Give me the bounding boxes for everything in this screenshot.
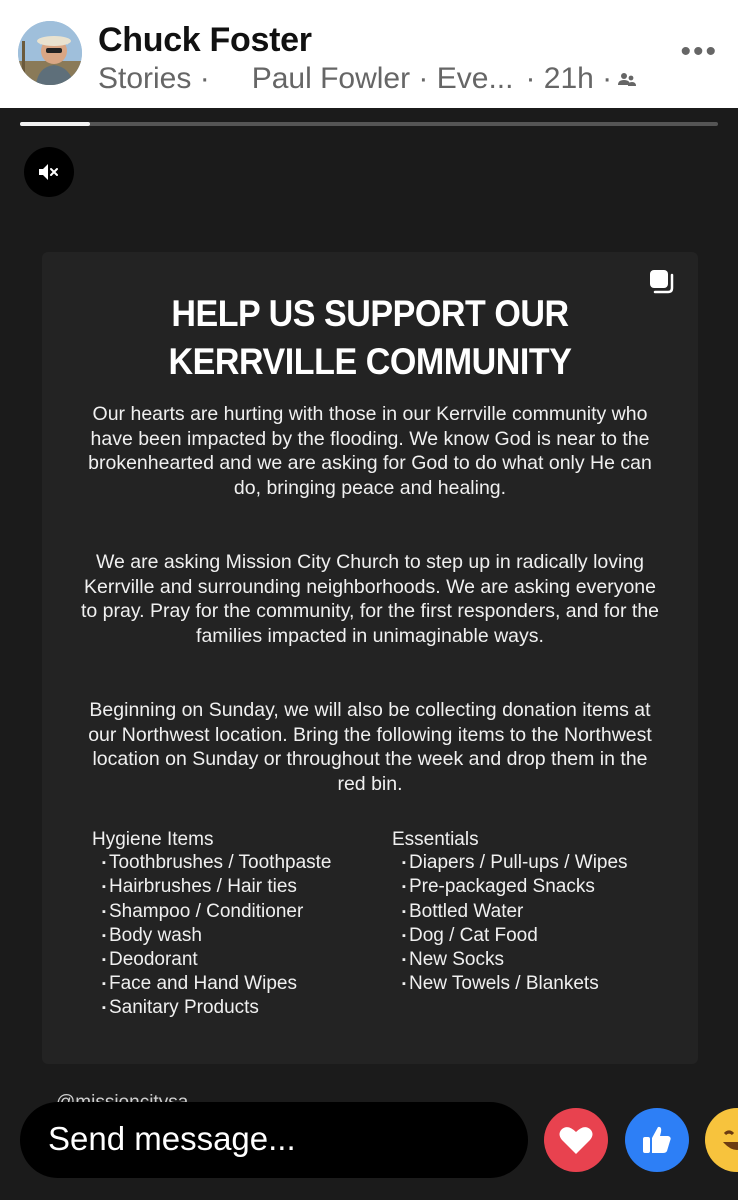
story-viewer[interactable] (0, 108, 738, 1200)
list-item: ▪ Body wash (92, 924, 332, 948)
paragraph-3: Beginning on Sunday, we will also be collecting donation items at our Northwest location. Bring the following items to the Northwest location on Sunday or throughout the week and drop them in the red bin. (88, 699, 652, 795)
send-message-placeholder: Send message... (48, 1120, 296, 1157)
hygiene-items-list (92, 828, 332, 1021)
laugh-reaction-button[interactable] (705, 1108, 738, 1172)
list-item: ▪ Deodorant (92, 948, 332, 972)
hygiene-title: Hygiene Items (92, 829, 214, 850)
mute-button[interactable] (24, 147, 74, 197)
list-item: ▪ New Socks (392, 948, 628, 972)
list-item: ▪ Pre-packaged Snacks (392, 875, 628, 899)
list-item: ▪ Diapers / Pull-ups / Wipes (392, 851, 628, 875)
laughing-face-icon (717, 1120, 738, 1160)
heart-icon (558, 1124, 594, 1156)
list-item: ▪ Sanitary Products (92, 996, 332, 1020)
essentials-title: Essentials (392, 829, 479, 850)
headline-line-2: KERRVILLE COMMUNITY (168, 341, 572, 382)
paragraph-1: Our hearts are hurting with those in our Kerrville community who have been impacted by the flooding. We know God is near to the brokenhearted and we are asking for God to do what only He can do, bringing peace and healing. (88, 403, 652, 499)
list-item: ▪ Shampoo / Conditioner (92, 900, 332, 924)
list-item: ▪ Toothbrushes / Toothpaste (92, 851, 332, 875)
headline-line-1: HELP US SUPPORT OUR (171, 293, 569, 334)
paragraph-2: We are asking Mission City Church to step up in radically loving Kerrville and surrounding neighborhoods. We are asking everyone to pray. Pray for the community, for the first responders, and for the families impacted in unimaginable ways. (80, 551, 660, 647)
list-item: ▪ Bottled Water (392, 900, 628, 924)
more-options-button[interactable]: ••• (680, 35, 718, 68)
thumbs-up-icon (640, 1123, 674, 1157)
story-progress-fill (20, 122, 90, 126)
audience-friends-icon (618, 62, 636, 96)
list-item: ▪ Face and Hand Wipes (92, 972, 332, 996)
story-headline (68, 290, 672, 386)
speaker-muted-icon (38, 162, 60, 182)
list-item: ▪ Hairbrushes / Hair ties (92, 875, 332, 899)
story-meta (98, 62, 636, 96)
like-reaction-button[interactable] (625, 1108, 689, 1172)
story-progress-bar (20, 122, 718, 126)
avatar-photo (18, 21, 82, 85)
list-item: ▪ Dog / Cat Food (392, 924, 628, 948)
author-name[interactable]: Chuck Foster (98, 21, 312, 59)
story-header (0, 0, 738, 108)
shared-from[interactable]: Paul Fowler · Eve... (251, 62, 514, 95)
author-avatar[interactable] (18, 21, 82, 85)
essentials-list (392, 828, 628, 996)
send-message-input[interactable] (20, 1102, 528, 1178)
list-item: ▪ New Towels / Blankets (392, 972, 628, 996)
story-time: · 21h · (525, 62, 613, 95)
stories-label[interactable]: Stories · (98, 62, 210, 95)
heart-reaction-button[interactable] (544, 1108, 608, 1172)
story-graphic (42, 252, 698, 1064)
